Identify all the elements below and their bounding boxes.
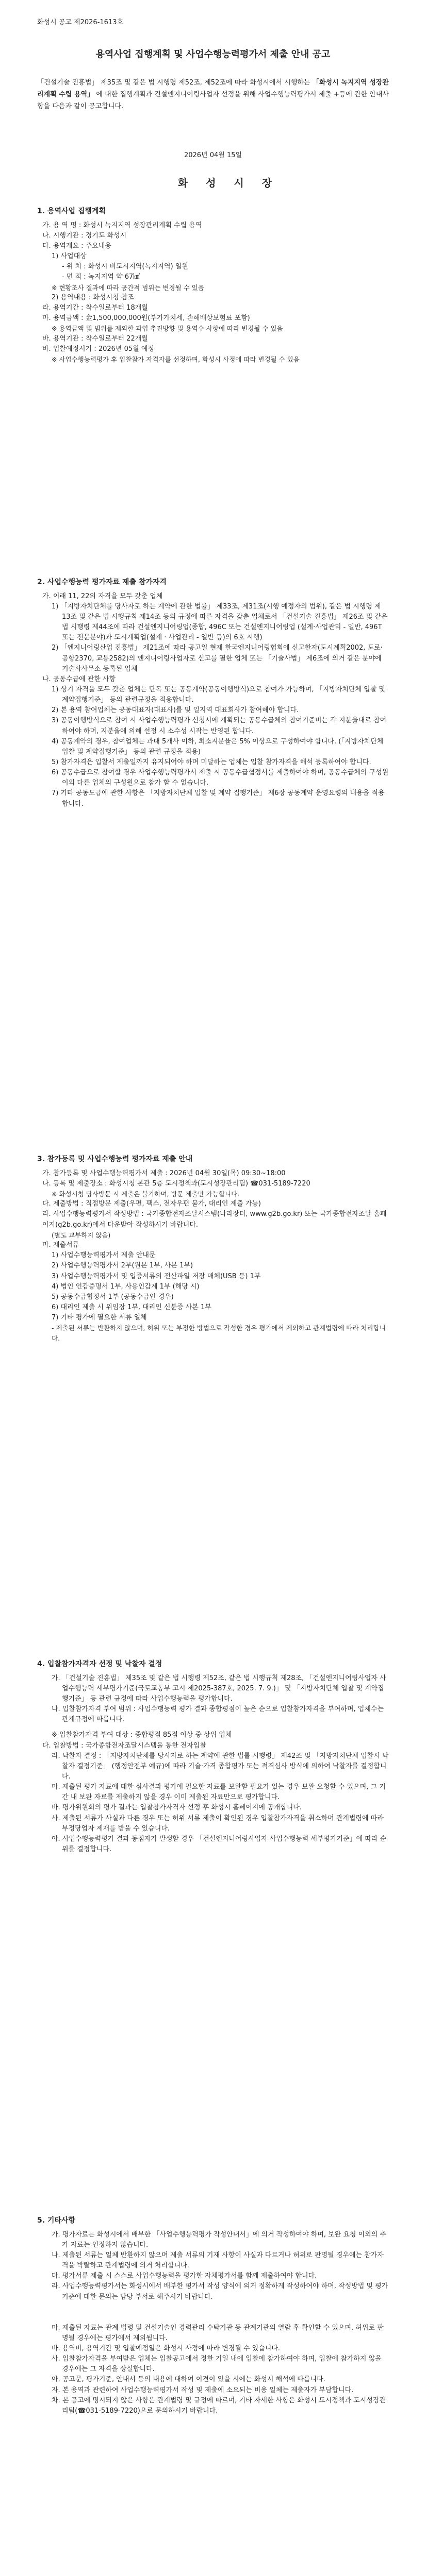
text-line: 2) 본 용역 참여업체는 공동대표자(대표사)를 및 일지역 대표회사가 참여해야 합니다. (52, 706, 299, 715)
text-line: 7) 기타 평가에 필요한 서류 일체 (52, 1314, 147, 1322)
text-line: 마. 제출서류 (42, 1241, 79, 1249)
text-line: 라. 사업수행능력평가서 작성방법 : 국가종합전자조달시스템(나라장터, www.g2b.go.kr) 또는 국가종합전자조달 홈페이지(g2b.go.kr)에서 다운받아 작성하시기 바랍니다. (42, 1210, 387, 1229)
text-line: 바. 용역기관 : 착수일로부터 22개월 (42, 334, 148, 343)
section-selection (37, 1659, 389, 1855)
text-line: 자. 본 용역과 관련하여 사업수행능력평가서 작성 및 제출에 소요되는 비용 일체는 제출자가 부담합니다. (52, 2386, 354, 2394)
text-line: ※ 사업수행능력평가 후 입찰참가 자격자를 선정하며, 화성시 사정에 따라 변경될 수 있음 (52, 355, 300, 363)
text-line: 3) 사업수행능력평가서 및 입증서류의 전산파일 저장 매체(USB 등) 1부 (52, 1272, 261, 1280)
intro-text-1: 「건설기술 진흥법」 제35조 및 같은 법 시행령 제52조, 제52조에 따라 (37, 79, 248, 87)
intro-paragraph (37, 77, 389, 112)
text-line: 마. 제출된 자료는 관계 법령 및 건설기술인 경력관리 수탁기관 등 관계기관의 열람 후 확인할 수 있으며, 허위로 판명될 경우에는 평가에서 제외됩니다. (52, 2324, 384, 2342)
text-line: 나. 입찰참가자격 부여 범위 : 사업수행능력 평가 결과 종합평점이 높은 순으로 입찰참가자격을 부여하며, 업체수는 관계규정에 따릅니다. (52, 1705, 384, 1724)
text-line: 가. 평가자료는 화성시에서 배부한 「사업수행능력평가 작성안내서」에 의거 작성하여야 하며, 보완 요청 이외의 추가 자료는 인정하지 않습니다. (52, 2230, 386, 2249)
text-line: 2) 사업수행능력평가서 2부(원본 1부, 사본 1부) (52, 1262, 193, 1270)
text-line: - 제출된 서류는 반환하지 않으며, 허위 또는 부정한 방법으로 작성한 경우 평가에서 제외하고 관계법령에 따라 처리합니다. (52, 1324, 386, 1342)
text-line: 바. 입찰예정시기 : 2026년 05월 예정 (42, 345, 154, 353)
text-line: 1) 「지방자치단체를 당사자로 하는 계약에 관한 법률」 제33조, 제31조(시행 예정자의 범위), 같은 법 시행령 제13조 및 같은 법 시행규칙 제14조 등의 규정에 따른 자격을 갖춘 업체로서 「건설기술 진흥법」 제26조 및 같은 법 시행령 제44조에 따라 건설엔지니어링업(종합, 496C 또는 건설엔지니어링업 (설계·사업관리 - 일반, 496T 또는 전문분야)과 도시계획업(설계 · 사업관리 - 일반 등)의 6호 시행) (52, 602, 388, 642)
text-line: 마. 용역금액 : 金1,500,000,000원(부가가치세, 손해배상보험료 포함) (42, 314, 250, 323)
text-line: 1) 상기 자격을 모두 갖춘 업체는 단독 또는 공동계약(공동이행방식)으로 참여가 가능하며, 「지방자치단체 입찰 및 계약집행기준」 등의 관련규정을 적용합니다. (52, 685, 385, 704)
text-line: 6) 대리인 제출 시 위임장 1부, 대리인 신분증 사본 1부 (52, 1303, 211, 1311)
text-line: 마. 제출된 평가 자료에 대한 심사결과 평가에 필요한 자료를 보완할 필요가 있는 경우 보완 요청할 수 있으며, 그 기간 내 보완 자료를 제출하지 않을 경우 이미 제출된 자료만으로 평가합니다. (52, 1783, 386, 1802)
text-line: 다. 제출방법 : 직접방문 제출(우편, 팩스, 전자우편 불가, 대리인 제출 가능) (42, 1200, 261, 1208)
text-line: - 위 치 : 화성시 비도시지역(녹지지역) 일원 (62, 263, 188, 271)
section-plan (37, 206, 389, 364)
section-title: 4. 입찰참가자격자 선정 및 낙찰자 결정 (37, 1660, 162, 1668)
text-line: 나. 등록 및 제출장소 : 화성시청 본관 5층 도시정책과(도시성장관리팀) ☎031-5189-7220 (42, 1179, 310, 1188)
text-line: 1) 사업대상 (52, 252, 87, 261)
text-line: 4) 공동계약의 경우, 참여업체는 과대 5개사 이하, 최소지분율은 5% 이상으로 구성하여야 합니다. (「지방자치단체 입찰 및 계약집행기준」 등의 관련 규정을 적용) (52, 737, 384, 756)
text-line: 7) 기타 공동도급에 관한 사항은 「지방자치단체 입찰 및 계약 집행기준」 제6장 공동계약 운영요령의 내용을 적용합니다. (52, 789, 385, 808)
text-line: 라. 사업수행능력평가서는 화성시에서 배부한 평가서 작성 양식에 의거 정확하게 작성하여야 하며, 작성방법 및 평가 기준에 대한 문의는 담당 부서로 해주시기 바랍니다. (52, 2282, 388, 2301)
text-line: 아. 사업수행능력평가 결과 동점자가 발생할 경우 「건설엔지니어링사업자 사업수행능력 세부평가기준」에 따라 순위를 결정합니다. (52, 1835, 387, 1853)
text-line: 가. 이래 11, 22의 자격을 모두 갖춘 업체 (42, 592, 163, 600)
section-eligibility (37, 577, 389, 809)
text-line: 다. 용역개요 : 주요내용 (42, 242, 111, 250)
section-submission (37, 1154, 389, 1343)
text-line: - 면 적 : 녹지지역 약 67㎢ (62, 273, 140, 281)
text-line: 나. 제출된 서류는 일체 반환하지 않으며 제출 서류의 기재 사항이 사실과 다르거나 허위로 판명될 경우에는 참가자격을 박탈하고 관계법령에 의거 처리합니다. (52, 2251, 384, 2270)
text-line: ※ 현황조사 결과에 따라 공간적 범위는 변경될 수 있음 (52, 283, 204, 292)
section-title: 2. 사업수행능력 평가자료 제출 참가자격 (37, 578, 167, 586)
text-line: 1) 사업수행능력평가서 제출 안내문 (52, 1251, 156, 1260)
text-line: 5) 참가자격은 입찰서 제출일까지 유지되어야 하며 미달하는 업체는 입찰 참가자격을 해석 등록하여야 합니다. (52, 758, 371, 766)
text-line: 아. 공고문, 평가기준, 안내서 등의 내용에 대하여 이견이 있을 시에는 화성시 해석에 따릅니다. (52, 2376, 325, 2384)
text-line: (별도 교부하지 않음) (52, 1231, 111, 1239)
notice-date: 2026년 04월 15일 (184, 151, 242, 159)
text-line: 사. 제출된 서류가 사실과 다른 경우 또는 허위 서류 제출이 확인된 경우 입찰참가자격을 취소하며 관계법령에 따라 부정당업자 제재를 받을 수 있습니다. (52, 1814, 384, 1833)
text-line: 나. 공동수급에 관한 사항 (42, 675, 116, 683)
notice-title: 용역사업 집행계획 및 사업수행능력평가서 제출 안내 공고 (95, 49, 331, 60)
spacer (37, 2313, 389, 2318)
spacer (37, 2308, 389, 2313)
text-line: ※ 화성시청 당사방문 시 제출은 불가하며, 방문 제출만 가능합니다. (52, 1190, 240, 1198)
issuer-signature: 화 성 시 장 (177, 177, 280, 189)
intro-text-3: 에 대한 집행계획과 건설엔지니어링사업자 선정을 위해 사업수행능력평가서 제출 +등에 관한 안내사항을 다음과 같이 공고합니다. (37, 90, 389, 110)
text-line: 라. 용역기간 : 착수일로부터 18개월 (42, 304, 148, 312)
spacer (37, 2302, 389, 2308)
text-line: 3) 공동이행방식으로 참여 시 사업수행능력평가 신청서에 계획되는 공동수급체의 참여기준비는 각 지분율대로 참여하여야 하며, 지분율에 의해 선정 시 소수성 시작는 반영된 합니다. (52, 717, 387, 735)
text-line: 라. 낙찰자 결정 : 「지방자치단체를 당사자로 하는 계약에 관한 법률 시행령」 제42조 및 「지방자치단체 입찰시 낙찰자 결정기준」 (행정안전부 예규)에 따라 기술·가격 종합평가 또는 적격심사 방식에 의하여 낙찰자를 결정합니다. (52, 1752, 389, 1781)
section-title: 1. 용역사업 집행계획 (37, 207, 106, 215)
text-line: ※ 용역금액 및 범위를 제외한 과업 추진방향 및 용역수 사항에 따라 변경될 수 있음 (52, 325, 283, 333)
text-line: 바. 용역비, 용역기간 및 입찰예정일은 화성시 사정에 따라 변경될 수 있습니다. (52, 2344, 281, 2352)
spacer (37, 1725, 389, 1730)
text-line: 사. 입찰참가자격을 부여받은 업체는 입찰공고에서 정한 기일 내에 입찰에 참가하여야 하며, 입찰에 참가하지 않을 경우에는 그 자격을 상실합니다. (52, 2355, 382, 2374)
text-line: 다. 입찰방법 : 국가종합전자조달시스템을 통한 전자입찰 (42, 1741, 207, 1750)
text-line: 5) 공동수급협정서 1부 (공동수급인 경우) (52, 1293, 174, 1301)
intro-project-name: 「화성시 녹지지역 성장관리계획 수립 용역」 (37, 79, 389, 98)
text-line: 다. 평가서류 제출 시 스스로 사업수행능력을 평가한 자체평가서를 함께 제출하여야 합니다. (52, 2272, 317, 2280)
text-line: 가. 「건설기술 진흥법」 제35조 및 같은 법 시행령 제52조, 같은 법 시행규칙 제28조, 「건설엔지니어링사업자 사업수행능력 세부평가기준(국토교통부 고시 제2025-387호, 2025. 7. 9.)」 및 「지방자치단체 입찰 및 계약집행기준」 등 관련 규정에 따라 사업수행능력을 평가합니다. (52, 1674, 386, 1703)
text-line: 가. 참가등록 및 사업수행능력평가서 제출 : 2026년 04월 30일(목) 09:30~18:00 (42, 1169, 286, 1177)
text-line: 나. 시행기관 : 경기도 화성시 (42, 231, 127, 240)
text-line: 바. 평가위원회의 평가 결과는 입찰참가자격자 선정 후 화성시 홈페이지에 공개합니다. (52, 1804, 302, 1812)
text-line: 가. 용 역 명 : 화성시 녹지지역 성장관리계획 수립 용역 (42, 221, 202, 229)
notice-number: 화성시 공고 제2026-1613호 (37, 19, 124, 26)
section-title: 5. 기타사항 (37, 2216, 76, 2225)
text-line: 2) 「엔지니어링산업 진흥법」 제21조에 따라 공고일 현재 한국엔지니어링협회에 신고한자(도시계획2002, 도로·공항2370, 교통2582)의 엔지니어링사업자로 신고를 필한 업체 또는 「기술사법」 제6조에 의거 같은 분야에 기술사사무소 등록된 업체 (52, 644, 383, 673)
text-line: 차. 본 공고에 명시되지 않은 사항은 관계법령 및 규정에 따르며, 기타 자세한 사항은 화성시 도시정책과 도시성장관리팀(☎031-5189-7220)으로 문의하시기 바랍니다. (52, 2396, 386, 2415)
section-misc (37, 2215, 389, 2416)
text-line: ※ 입찰참가자격 부여 대상 : 종합평점 85점 이상 중 상위 업체 (52, 1731, 232, 1739)
text-line: 4) 법인 인감증명서 1부, 사용인감계 1부 (해당 시) (52, 1282, 200, 1291)
intro-text-2: 화성시에서 시행하는 (250, 79, 313, 87)
text-line: 2) 용역내용 : 화성시청 참조 (52, 293, 134, 301)
spacer (37, 2318, 389, 2323)
section-title: 3. 참가등록 및 사업수행능력 평가자료 제출 안내 (37, 1155, 193, 1163)
text-line: 6) 공동수급으로 참여할 경우 사업수행능력평가서 제출 시 공동수급협정서를 제출하여야 하며, 공동수급체의 구성원 이외 다른 업체의 구성원으로 참가 할 수 없습니다. (52, 769, 389, 787)
